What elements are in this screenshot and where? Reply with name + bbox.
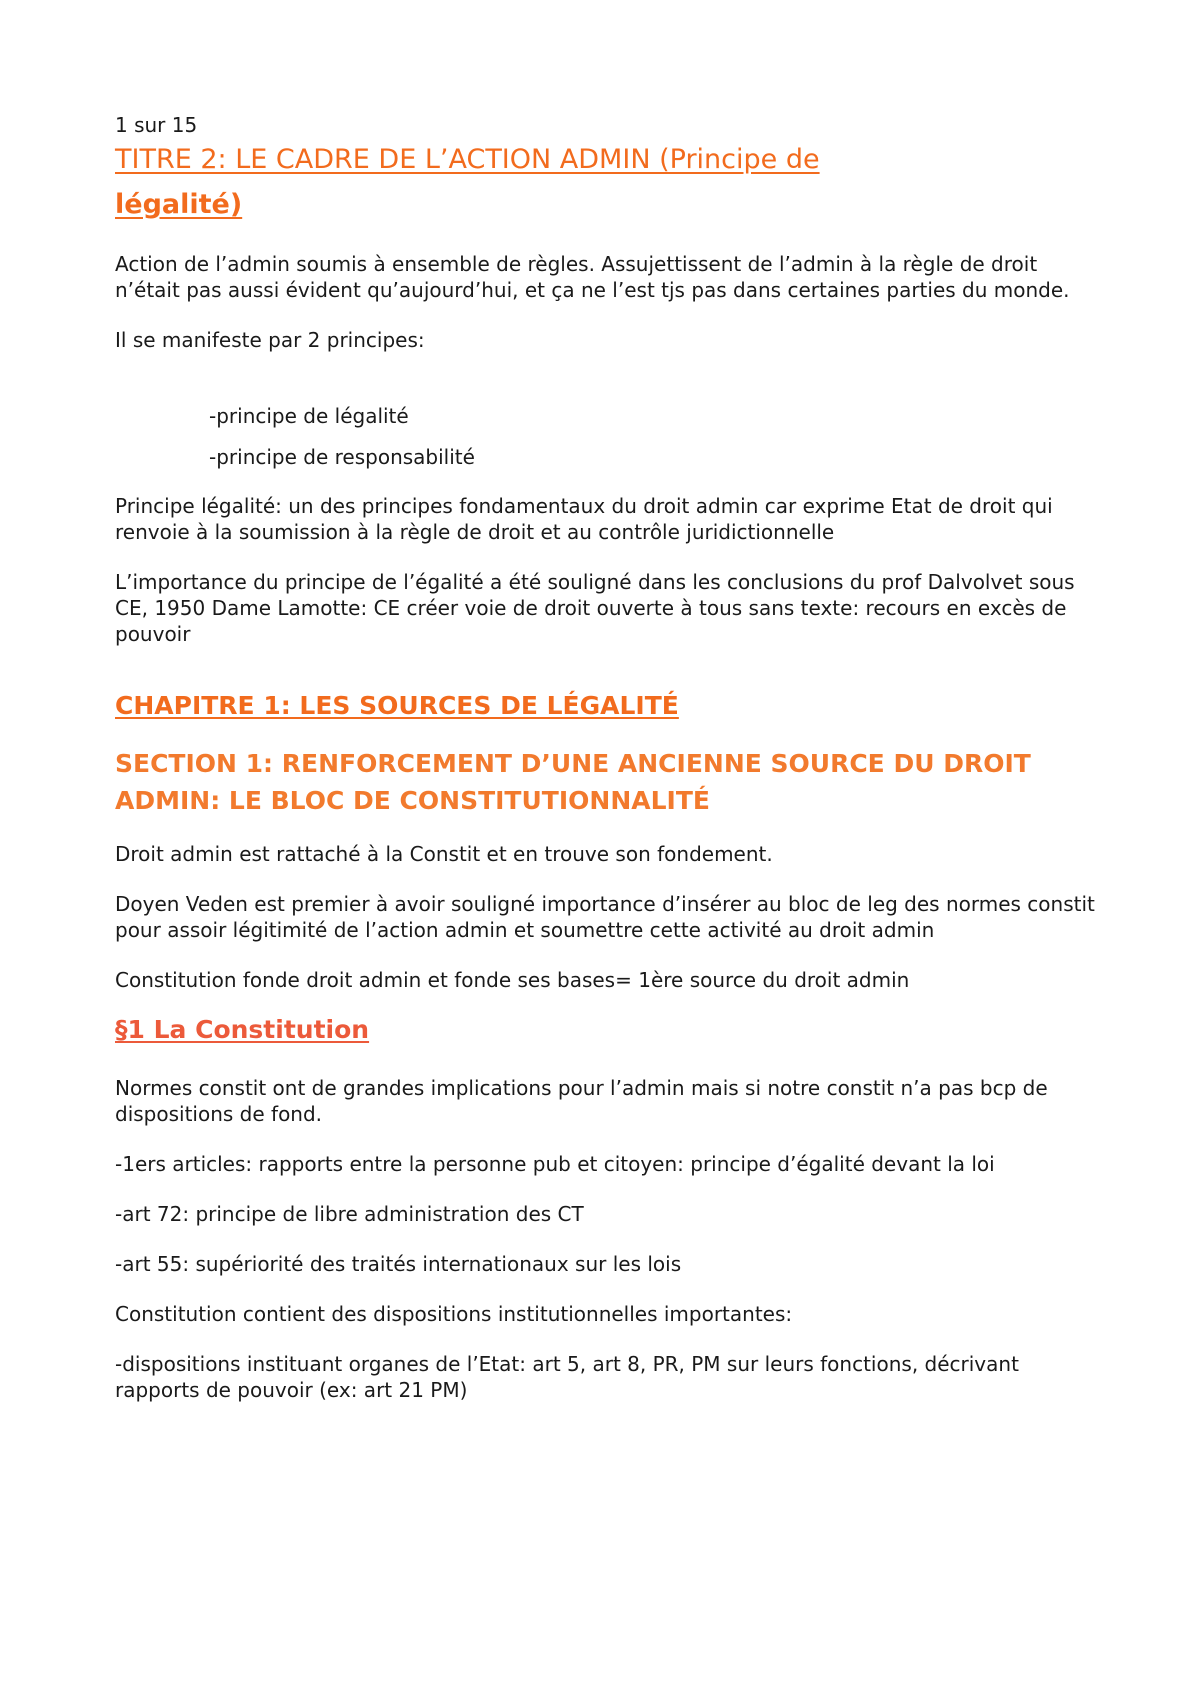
section-title: SECTION 1: RENFORCEMENT D’UNE ANCIENNE SOURCE DU DROIT ADMIN: LE BLOC DE CONSTITUTIONNALITÉ [115,749,1031,815]
title-line-1: TITRE 2: LE CADRE DE L’ACTION ADMIN (Principe de [115,144,820,175]
page-number: 1 sur 15 [115,113,198,137]
chapter-title: CHAPITRE 1: LES SOURCES DE LÉGALITÉ [115,691,679,720]
importance-paragraph: L’importance du principe de l’égalité a été souligné dans les conclusions du prof Dalvolvet sous CE, 1950 Dame Lamotte: CE créer voie de droit ouverte à tous sans texte: recours en excès de pouvoir [115,570,1075,646]
section-paragraph: Doyen Veden est premier à avoir souligné importance d’insérer au bloc de leg des normes constit pour assoir légitimité de l’action admin et soumettre cette activité au droit admin [115,892,1095,942]
constitution-paragraph: Normes constit ont de grandes implications pour l’admin mais si notre constit n’a pas bcp de dispositions de fond. [115,1076,1048,1126]
title-line-2: légalité) [115,189,243,220]
document-page [115,113,1100,1403]
section-paragraph: Constitution fonde droit admin et fonde ses bases= 1ère source du droit admin [115,968,910,992]
constitution-paragraph: Constitution contient des dispositions institutionnelles importantes: [115,1302,793,1326]
principle-item: -principe de légalité [209,404,409,428]
section-paragraph: Droit admin est rattaché à la Constit et en trouve son fondement. [115,842,773,866]
intro-paragraph: Action de l’admin soumis à ensemble de règles. Assujettissent de l’admin à la règle de droit n’était pas aussi évident qu’aujourd’hui, et ça ne l’est tjs pas dans certaines parties du monde. [115,252,1070,302]
paragraph-title: §1 La Constitution [115,1015,370,1044]
principe-legalite-paragraph: Principe légalité: un des principes fondamentaux du droit admin car exprime Etat de droit qui renvoie à la soumission à la règle de droit et au contrôle juridictionnelle [115,494,1053,544]
manifeste-paragraph: Il se manifeste par 2 principes: [115,328,425,352]
constitution-paragraph: -1ers articles: rapports entre la personne pub et citoyen: principe d’égalité devant la loi [115,1152,995,1176]
constitution-paragraph: -art 55: supériorité des traités internationaux sur les lois [115,1252,682,1276]
constitution-paragraph: -art 72: principe de libre administration des CT [115,1202,584,1226]
principle-item: -principe de responsabilité [209,445,475,469]
document-title [115,137,1100,227]
constitution-paragraph: -dispositions instituant organes de l’Etat: art 5, art 8, PR, PM sur leurs fonctions, décrivant rapports de pouvoir (ex: art 21 PM) [115,1352,1019,1402]
